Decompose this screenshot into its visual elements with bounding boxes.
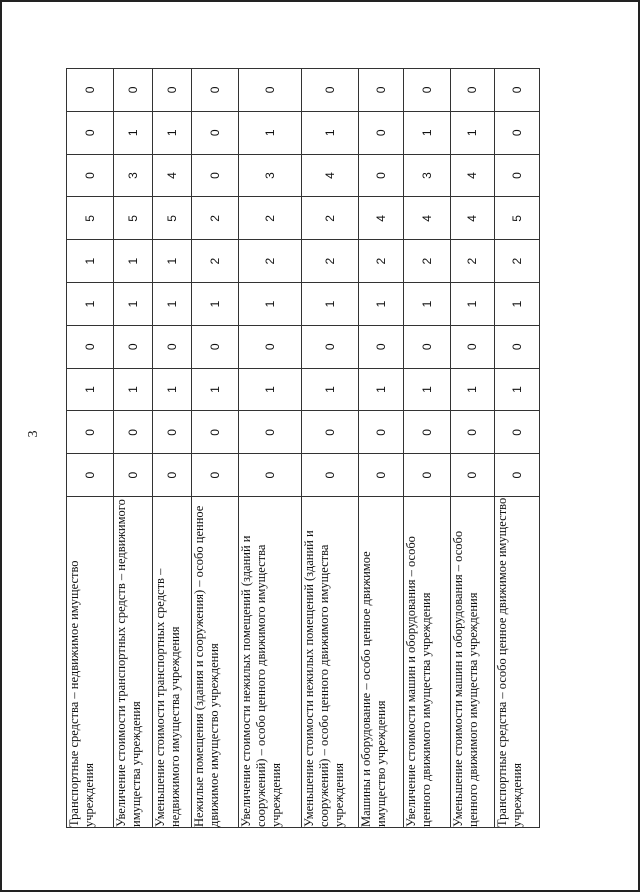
code-digit-cell: 1 (403, 368, 450, 411)
code-digit-cell: 0 (359, 154, 404, 197)
page-number: 3 (26, 430, 41, 438)
page-edge-left (0, 0, 2, 892)
code-digit-cell: 0 (450, 325, 495, 368)
page-edge-top (0, 0, 640, 2)
code-digit-cell: 0 (302, 325, 359, 368)
table-row (450, 69, 495, 828)
code-digit-cell: 0 (113, 69, 152, 112)
code-digit-cell: 0 (67, 111, 114, 154)
code-digit-cell: 0 (359, 111, 404, 154)
code-digit-cell: 0 (67, 325, 114, 368)
code-digit-cell: 0 (113, 454, 152, 497)
code-digit-cell: 0 (239, 411, 302, 454)
code-digit-cell: 4 (153, 154, 192, 197)
table-body (67, 69, 540, 828)
code-digit-cell: 1 (302, 368, 359, 411)
row-label: Транспортные средства – особо ценное движимое имущество учреждения (495, 497, 540, 828)
code-digit-cell: 0 (302, 69, 359, 112)
code-digit-cell: 2 (302, 240, 359, 283)
code-digit-cell: 0 (359, 411, 404, 454)
row-label: Машины и оборудование – особо ценное движимое имущество учреждения (359, 497, 404, 828)
code-digit-cell: 4 (359, 197, 404, 240)
code-digit-cell: 1 (113, 283, 152, 326)
code-digit-cell: 0 (67, 154, 114, 197)
code-digit-cell: 0 (67, 454, 114, 497)
code-digit-cell: 2 (359, 240, 404, 283)
code-digit-cell: 1 (239, 283, 302, 326)
code-digit-cell: 1 (239, 111, 302, 154)
code-digit-cell: 0 (403, 454, 450, 497)
code-digit-cell: 1 (192, 368, 239, 411)
code-digit-cell: 0 (192, 325, 239, 368)
code-digit-cell: 0 (359, 454, 404, 497)
code-digit-cell: 5 (67, 197, 114, 240)
code-digit-cell: 0 (359, 325, 404, 368)
table-row (67, 69, 114, 828)
code-digit-cell: 3 (113, 154, 152, 197)
code-digit-cell: 0 (153, 411, 192, 454)
code-digit-cell: 0 (302, 454, 359, 497)
code-digit-cell: 1 (113, 240, 152, 283)
code-digit-cell: 4 (403, 197, 450, 240)
table-row (403, 69, 450, 828)
code-digit-cell: 1 (403, 111, 450, 154)
code-digit-cell: 1 (302, 283, 359, 326)
code-digit-cell: 1 (67, 283, 114, 326)
rotated-table-container (66, 68, 540, 828)
code-digit-cell: 1 (153, 240, 192, 283)
code-digit-cell: 0 (495, 325, 540, 368)
table-row (239, 69, 302, 828)
code-digit-cell: 1 (403, 283, 450, 326)
code-digit-cell: 1 (113, 111, 152, 154)
table-row (192, 69, 239, 828)
code-digit-cell: 5 (153, 197, 192, 240)
code-digit-cell: 0 (450, 69, 495, 112)
code-digit-cell: 0 (495, 69, 540, 112)
code-digit-cell: 0 (495, 411, 540, 454)
code-digit-cell: 2 (495, 240, 540, 283)
code-digit-cell: 5 (113, 197, 152, 240)
row-label: Увеличение стоимости машин и оборудования – особо ценного движимого имущества учреждения (403, 497, 450, 828)
code-digit-cell: 1 (113, 368, 152, 411)
code-digit-cell: 0 (495, 454, 540, 497)
code-digit-cell: 2 (239, 197, 302, 240)
code-digit-cell: 4 (450, 154, 495, 197)
code-digit-cell: 0 (403, 325, 450, 368)
code-digit-cell: 0 (192, 411, 239, 454)
row-label: Уменьшение стоимости машин и оборудования – особо ценного движимого имущества учреждения (450, 497, 495, 828)
code-digit-cell: 1 (450, 368, 495, 411)
account-codes-table (66, 68, 540, 828)
code-digit-cell: 0 (450, 411, 495, 454)
code-digit-cell: 0 (239, 454, 302, 497)
code-digit-cell: 1 (192, 283, 239, 326)
table-row (359, 69, 404, 828)
code-digit-cell: 2 (403, 240, 450, 283)
code-digit-cell: 4 (450, 197, 495, 240)
code-digit-cell: 0 (403, 411, 450, 454)
code-digit-cell: 1 (239, 368, 302, 411)
code-digit-cell: 1 (67, 368, 114, 411)
code-digit-cell: 0 (67, 69, 114, 112)
code-digit-cell: 0 (495, 111, 540, 154)
row-label: Увеличение стоимости нежилых помещений (зданий и сооружений) – особо ценного движимого имущества учреждения (239, 497, 302, 828)
code-digit-cell: 5 (495, 197, 540, 240)
code-digit-cell: 0 (359, 69, 404, 112)
table-row (302, 69, 359, 828)
table-row (153, 69, 192, 828)
code-digit-cell: 0 (239, 69, 302, 112)
code-digit-cell: 1 (67, 240, 114, 283)
code-digit-cell: 1 (495, 283, 540, 326)
code-digit-cell: 1 (153, 283, 192, 326)
code-digit-cell: 0 (239, 325, 302, 368)
row-label: Уменьшение стоимости нежилых помещений (зданий и сооружений) – особо ценного движимого имущества учреждения (302, 497, 359, 828)
code-digit-cell: 1 (359, 368, 404, 411)
code-digit-cell: 2 (192, 240, 239, 283)
code-digit-cell: 0 (113, 411, 152, 454)
code-digit-cell: 0 (192, 454, 239, 497)
code-digit-cell: 0 (302, 411, 359, 454)
code-digit-cell: 2 (302, 197, 359, 240)
table-row (495, 69, 540, 828)
code-digit-cell: 0 (113, 325, 152, 368)
row-label: Увеличение стоимости транспортных средств – недвижимого имущества учреждения (113, 497, 152, 828)
code-digit-cell: 4 (302, 154, 359, 197)
code-digit-cell: 0 (495, 154, 540, 197)
code-digit-cell: 1 (450, 283, 495, 326)
code-digit-cell: 0 (403, 69, 450, 112)
code-digit-cell: 0 (153, 454, 192, 497)
code-digit-cell: 3 (239, 154, 302, 197)
row-label: Транспортные средства – недвижимое имущество учреждения (67, 497, 114, 828)
code-digit-cell: 0 (153, 325, 192, 368)
row-label: Уменьшение стоимости транспортных средств – недвижимого имущества учреждения (153, 497, 192, 828)
table-row (113, 69, 152, 828)
code-digit-cell: 2 (239, 240, 302, 283)
row-label: Нежилые помещения (здания и сооружения) – особо ценное движимое имущество учреждения (192, 497, 239, 828)
code-digit-cell: 1 (153, 111, 192, 154)
code-digit-cell: 0 (192, 154, 239, 197)
code-digit-cell: 1 (302, 111, 359, 154)
code-digit-cell: 1 (495, 368, 540, 411)
code-digit-cell: 0 (67, 411, 114, 454)
code-digit-cell: 1 (359, 283, 404, 326)
code-digit-cell: 2 (450, 240, 495, 283)
code-digit-cell: 3 (403, 154, 450, 197)
code-digit-cell: 0 (192, 111, 239, 154)
code-digit-cell: 1 (450, 111, 495, 154)
code-digit-cell: 0 (192, 69, 239, 112)
code-digit-cell: 2 (192, 197, 239, 240)
code-digit-cell: 0 (450, 454, 495, 497)
code-digit-cell: 0 (153, 69, 192, 112)
code-digit-cell: 1 (153, 368, 192, 411)
